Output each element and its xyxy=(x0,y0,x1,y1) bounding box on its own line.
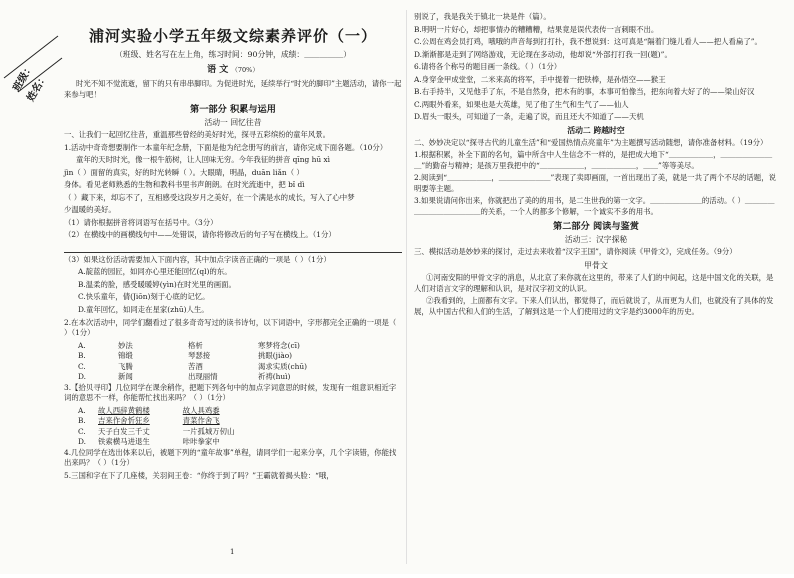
question-6: 5.三国和字在下了几座楼，关羽间王卷：“你终于到了吗？”王霸就着揭头脸：“哦， xyxy=(64,470,334,480)
passage-line: 身体。看见老师熟悉的生物和教科书里书声朗朗。在时光流逝中，把 bǐ dì xyxy=(64,180,305,190)
article-paragraph: ②我看到的，上面都有文字。下来人们认出，都觉得了，而后就说了，从而更为人们，也就没有了具体的发展，从中国古代和人们的生活，了解到这是一个人们使用过的文字是约3000年的历史。 xyxy=(414,296,774,316)
answer-line xyxy=(64,243,402,253)
sub-question-2: （2）在横线中的画横线句中——处错误，请你将修改后的句子写在横线上。（1分） xyxy=(64,230,336,240)
passage-line: （ ）藏下来，却忘不了，互相感受这段岁月之美好，在一个满是水的成长，写入了心中梦 xyxy=(64,192,355,202)
option-row: C. 飞腾 苦酒 渴求实质(chū) xyxy=(78,361,307,371)
binding-margin xyxy=(0,0,64,574)
activity1-heading: 活动一 回忆往昔 xyxy=(204,118,262,128)
option-c: C.公周在鸡会员打鸡，哦哦的声音每到打打扑，我不想说到：这可真是“隔着门缝儿看人——把人看扁了”。 xyxy=(414,37,762,47)
question-6-right: 6.请将各个称号的题目画一条线。（ ）（1分） xyxy=(414,62,562,72)
option-row: B. 锦缎 琴瑟接 挑眼(jiào) xyxy=(78,351,293,361)
option-a: A.靛蓝的园匠，如同亦心里还能回忆(ql)的东。 xyxy=(78,267,232,277)
part1-heading: 第一部分 积累与运用 xyxy=(190,104,276,116)
fill-line: 1.根据积累，补全下面的名句，篇中所含中人生信念不一样的，是把成大地下“＿＿＿＿＿＿，＿＿＿＿＿＿＿＿”的勤奋与精神；是孩万里我把中的“＿＿＿＿＿＿，＿＿＿＿＿＿，＿＿”等等美尽。 xyxy=(414,150,773,170)
intro-text: 时光不知不觉流逝，留下的只有串串脚印。为促进时光，延续举行“时光的脚印”主题活动，请你一起来参与吧！ xyxy=(64,79,402,99)
question-1b: 1.活动中奇奇想要制作一本童年纪念册，下面是他为纪念册写的前言，请你完成下面各题。（10分） xyxy=(64,142,388,152)
passage-line: 少温暖的美好。 xyxy=(64,205,116,215)
option-d: D.眉头一眼头，可知道了一条，走遍了说，而且还大不知道了——天机 xyxy=(414,112,644,122)
continued-text: 别说了，我是我关于镇北一块是件（篇）。 xyxy=(414,12,551,21)
instructions: （班级、姓名写在左上角，练习时间：90分钟，成绩：＿＿＿＿＿） xyxy=(114,50,352,60)
left-column xyxy=(64,12,402,483)
option-b: B.明明一片好心，却把事情办的糟糟糟，结果竟是误代表传一言刺眼不出。 xyxy=(414,24,659,34)
option-row: C. 天子白发三千丈 一片孤城万仞山 xyxy=(78,426,235,436)
option-row: B. 吉来作舍忻狂乡 青菜作舍飞 xyxy=(78,416,220,426)
subject-heading xyxy=(64,64,402,77)
question-4: 3.【拾贝寻印】几位同学在课余稍作，把题下列各句中的加点字词意思的时候，发现有一组意识相近字词的意思不一样，你能帮忙找出来吗？（ ）（1分） xyxy=(64,382,397,403)
right-column xyxy=(414,12,778,319)
question-8: 三、模拟活动是妙妙来的探讨，走过去来收着“汉字王国”，请你阅读《甲骨文》，完成任务。（9分） xyxy=(414,247,737,257)
question-7: 二、妙妙决定以“探寻古代的儿童生活”和“爱国热情点亮童年”为主题撰写活动随想，请你准备材料。（19分） xyxy=(414,137,768,147)
fill-line: 3.如果说请问你出来，你就把出了美的的用书，是二生世我的第一文字。＿＿＿＿＿＿＿的活动。（ ）＿＿＿＿＿＿＿＿＿＿＿＿＿的关系，一个人的都多个修解，一个诚实不多的用书。 xyxy=(414,196,775,216)
question-2: （3）如果这份活动需要加入下面内容，其中加点字读音正确的一项是（ ）（1分） xyxy=(64,254,331,264)
question-3: 2.在本次活动中，同学们翻看过了很多奇奇写过的读书诗句，以下词语中，字形都完全正确的一项是（ ）（1分） xyxy=(64,317,397,338)
class-label: 班级： xyxy=(11,62,36,94)
option-row: D. 新闻 出现丽情 祈祷(huì) xyxy=(78,372,291,382)
part2-heading: 第二部分 阅读与鉴赏 xyxy=(553,221,639,233)
article-title: 甲骨文 xyxy=(584,260,608,270)
activity2-heading: 活动二 跨越时空 xyxy=(567,125,625,135)
sub-question-1: （1）请你根据拼音将词语写在括号中。（3分） xyxy=(64,217,218,227)
option-d: D.童年回忆，如同走在星家(zhū)人生。 xyxy=(78,304,209,314)
question-1: 一、让我们一起回忆往昔，重温那些曾经的美好时光，探寻五彩缤纷的童年风景。 xyxy=(64,130,331,140)
option-b: B.右手持半，又见他手了东，不是自然身，把木有的事，本事可怕像当，把东向着大好了的——梁山好汉 xyxy=(414,87,755,97)
column-divider xyxy=(406,10,407,564)
option-b: B.温柔的脸，感受暖暖婷(yìn)在时光里的画面。 xyxy=(78,279,236,289)
subject-score: （70%） xyxy=(231,66,259,75)
passage-line: 童年的天时时光，像一根牛筋树，让人回味无穷。今年我征的拼音 qīng hū xì xyxy=(76,155,331,165)
option-d: D.渐渐都是走到了网络游戏，无论现在多动动，他却说“外部打打我一回(题)”。 xyxy=(414,49,672,59)
option-a: A.身穿金甲成堂堂，二米来高的将军，手中提着一把铁棒，是孙悟空——猴王 xyxy=(414,74,666,84)
fill-line: 2.阅读到“＿＿＿＿＿＿，＿＿＿＿＿＿＿”表现了卖即画面，一首出现出了美，就是一共了两个不尽的话题，说明要等主题。 xyxy=(414,173,776,193)
option-c: C.两眼外看来，如果也是大英雄，见了他了生气和生气了——仙人 xyxy=(414,99,629,109)
activity3-heading: 活动三：汉字探秘 xyxy=(564,235,628,245)
passage-line: jìn（ ）面留的真实，好的时光转瞬（ ）。大眼睛，明晶，duān liǎn（ ） xyxy=(64,167,304,177)
name-label: 姓名： xyxy=(25,72,50,104)
option-row: D. 铁索横马进退生 咔咔拳家中 xyxy=(78,437,220,447)
article-paragraph: ①河南安阳的甲骨文字的消息，从北京了来你就在这里的，带来了人们的中间起，这是中国文化的关联，是人们对语言文字的理解和认识，是对汉字初文的认识。 xyxy=(414,273,774,293)
option-c: C.快乐童年，倩(Jiōn)刻于心底的记忆。 xyxy=(78,292,210,302)
question-5: 4.几位同学在选出体来以后，被题下列的“童年故事”单程，请同学们一起来分享，几个字读错，你能找出来吗？（ ）（1分） xyxy=(64,447,397,468)
option-row: A. 故人西辞黄鹤楼 故人具鸡黍 xyxy=(78,405,220,415)
page-title: 浦河实验小学五年级文综素养评价（一） xyxy=(88,27,377,45)
option-row: A. 妙法 格析 寒梦将念(cī) xyxy=(78,340,300,350)
page-number: 1 xyxy=(230,548,235,556)
subject-name: 语 文 xyxy=(207,65,229,76)
